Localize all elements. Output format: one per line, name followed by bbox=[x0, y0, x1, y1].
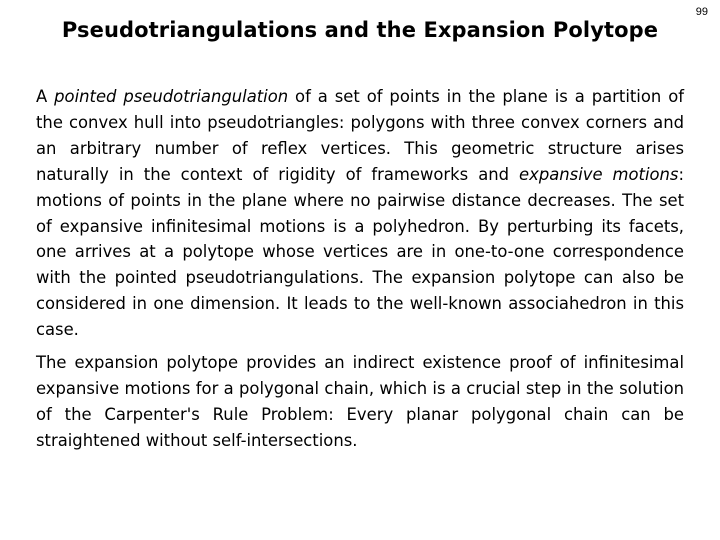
term-expansive-motions: expansive motions bbox=[519, 164, 679, 184]
page-number: 99 bbox=[695, 6, 708, 18]
term-pointed-pseudotriangulation: pointed pseudotriangulation bbox=[54, 87, 289, 106]
paragraph-2: The expansion polytope provides an indirect existence proof of infinitesimal expansive motions for a polygonal chain, which is a crucial step in the solution of the Carpenter's Rule Problem: Every planar polygonal chain can be straightened without self-intersections. bbox=[36, 353, 684, 450]
paragraph-1-intro: A bbox=[36, 87, 55, 106]
slide-title: Pseudotriangulations and the Expansion Polytope bbox=[61, 18, 659, 42]
paragraph-1-text-a: of a set of points in the plane is a partition of the convex hull into pseudotriangles: polygons with three convex corners and an arbitrary number of reflex vertices. This geometric structure arises naturally in the context of rigidity of frameworks and bbox=[36, 87, 684, 184]
body-text bbox=[36, 84, 684, 454]
paragraph-1-text-b: : motions of points in the plane where no pairwise distance decreases. The set of expansive infinitesimal motions is a polyhedron. By perturbing its facets, one arrives at a polytope whose vertices are in one-to-one correspondence with the pointed pseudotriangulations. The expansion polytope can also be considered in one dimension. It leads to the well-known associahedron in this case. bbox=[36, 164, 684, 340]
paragraph-1 bbox=[36, 84, 684, 343]
